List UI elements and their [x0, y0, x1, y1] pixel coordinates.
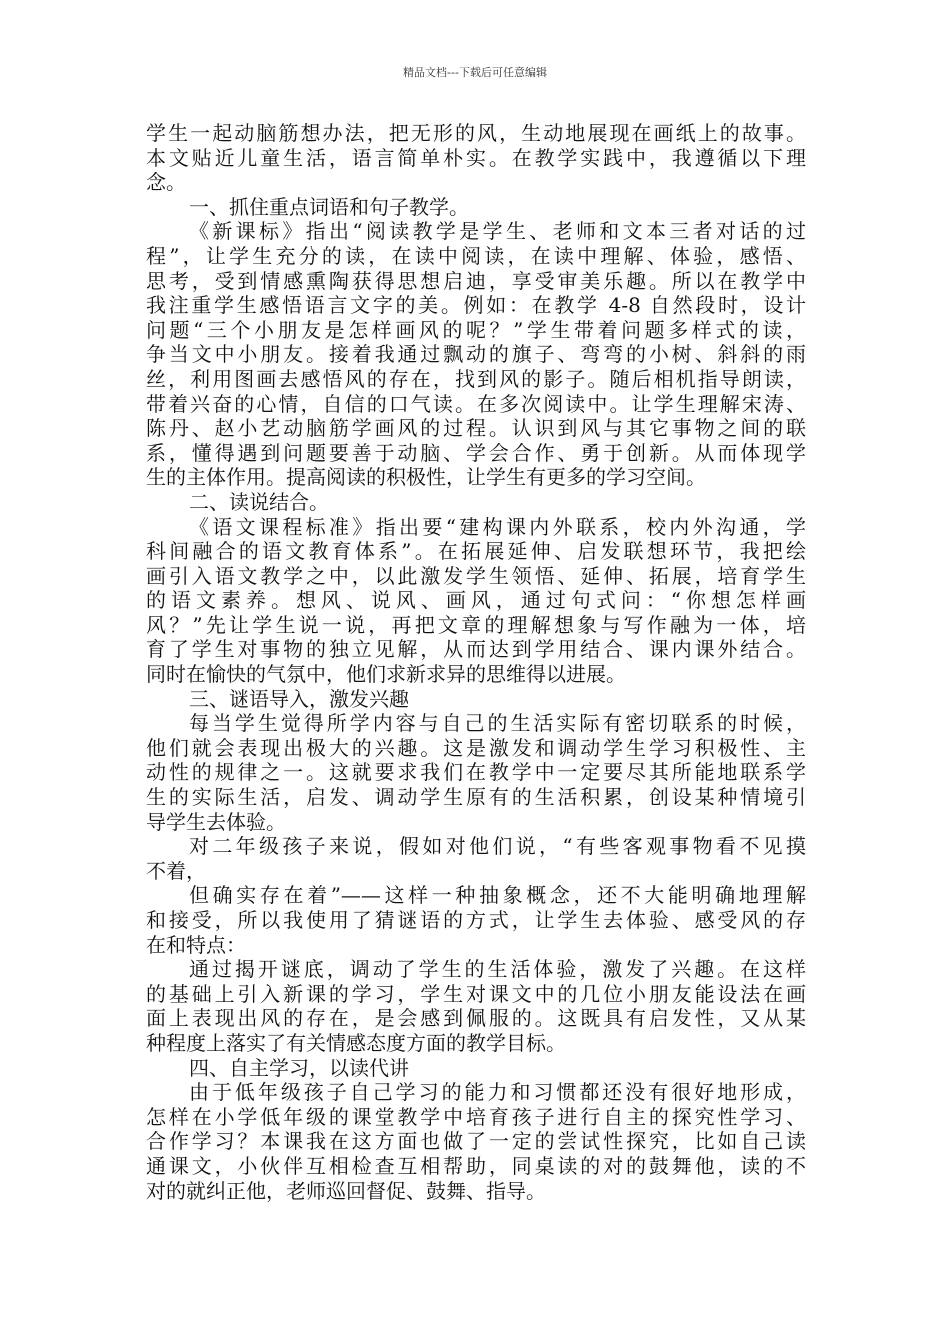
text-line: 程”，让学生充分的读，在读中阅读，在读中理解、体验，感悟、 — [146, 243, 806, 268]
text-line: 争当文中小朋友。接着我通过飘动的旗子、弯弯的小树、斜斜的雨 — [146, 342, 806, 367]
text-line: 动性的规律之一。这就要求我们在教学中一定要尽其所能地联系学 — [146, 760, 806, 785]
paragraph — [146, 121, 806, 195]
text-line: 在和特点： — [146, 932, 246, 957]
text-line: 学生一起动脑筋想办法，把无形的风，生动地展现在画纸上的故事。 — [146, 121, 806, 145]
text-line: 的基础上引入新课的学习，学生对课文中的几位小朋友能设法在画 — [146, 981, 806, 1006]
paragraph — [146, 490, 806, 515]
text-line: 合作学习？本课我在这方面也做了一定的尝试性探究，比如自己读 — [146, 1129, 806, 1154]
text-line: 通过揭开谜底，调动了学生的生活体验，激发了兴趣。在这样 — [189, 957, 806, 982]
paragraph — [146, 957, 806, 1055]
text-line: 同时在愉快的气氛中，他们求新求异的思维得以进展。 — [146, 662, 626, 687]
text-line: 怎样在小学低年级的课堂教学中培育孩子进行自主的探究性学习、 — [146, 1104, 806, 1129]
text-line: 一、抓住重点词语和句子教学。 — [189, 194, 469, 219]
text-line: 和接受，所以我使用了猜谜语的方式，让学生去体验、感受风的存 — [146, 908, 806, 932]
text-line: 生的主体作用。提高阅读的积极性，让学生有更多的学习空间。 — [146, 465, 706, 490]
text-line: 问题“三个小朋友是怎样画风的呢？”学生带着问题多样式的读， — [146, 317, 806, 342]
text-line: 对的就纠正他，老师巡回督促、鼓舞、指导。 — [146, 1178, 546, 1203]
text-line: 通课文，小伙伴互相检查互相帮助，同桌读的对的鼓舞他，读的不 — [146, 1153, 806, 1178]
paragraph — [146, 687, 806, 712]
text-line: 风？”先让学生说一说，再把文章的理解想象与写作融为一体，培 — [146, 612, 806, 637]
text-line: 但确实存在着”——这样一种抽象概念，还不大能明确地理解 — [189, 883, 806, 908]
text-line: 每当学生觉得所学内容与自己的生活实际有密切联系的时候， — [189, 711, 806, 736]
paragraph — [146, 515, 806, 687]
paragraph — [146, 1080, 806, 1203]
text-line: 三、谜语导入，激发兴趣 — [189, 686, 409, 711]
paragraph — [146, 195, 806, 220]
text-line: 《新课标》指出“阅读教学是学生、老师和文本三者对话的过 — [189, 219, 806, 244]
paragraph — [146, 219, 806, 490]
text-line: 系，懂得遇到问题要善于动脑、学会合作、勇于创新。从而体现学 — [146, 440, 806, 465]
paragraph — [146, 711, 806, 834]
text-line: 二、读说结合。 — [189, 489, 329, 514]
text-line: 种程度上落实了有关情感态度方面的教学目标。 — [146, 1030, 566, 1055]
text-line: 《语文课程标准》指出要“建构课内外联系，校内外沟通，学 — [189, 514, 806, 539]
text-line: 思考，受到情感熏陶获得思想启迪，享受审美乐趣。所以在教学中 — [146, 268, 806, 293]
text-line: 本文贴近儿童生活，语言简单朴实。在教学实践中，我遵循以下理 — [146, 145, 806, 170]
paragraph — [146, 883, 806, 957]
text-line: 导学生去体验。 — [146, 809, 286, 834]
text-line: 不着， — [146, 858, 206, 883]
text-line: 丝，利用图画去感悟风的存在，找到风的影子。随后相机指导朗读， — [146, 366, 806, 391]
text-line: 我注重学生感悟语言文字的美。例如：在教学 4-8 自然段时，设计 — [146, 293, 806, 318]
text-line: 面上表现出风的存在，是会感到佩服的。这既具有启发性，又从某 — [146, 1006, 806, 1031]
document-body — [146, 121, 806, 1203]
text-line: 生的实际生活，启发、调动学生原有的生活积累，创设某种情境引 — [146, 785, 806, 810]
text-line: 对二年级孩子来说，假如对他们说，“有些客观事物看不见摸 — [189, 834, 806, 859]
text-line: 带着兴奋的心情，自信的口气读。在多次阅读中。让学生理解宋涛、 — [146, 391, 806, 416]
text-line: 陈丹、赵小艺动脑筋学画风的过程。认识到风与其它事物之间的联 — [146, 416, 806, 441]
text-line: 育了学生对事物的独立见解，从而达到学用结合、课内课外结合。 — [146, 637, 806, 662]
text-line: 他们就会表现出极大的兴趣。这是激发和调动学生学习积极性、主 — [146, 735, 806, 760]
text-line: 四、自主学习，以读代讲 — [189, 1055, 409, 1080]
text-line: 画引入语文教学之中，以此激发学生领悟、延伸、拓展，培育学生 — [146, 563, 806, 588]
page-header: 精品文档---下载后可任意编辑 — [403, 66, 547, 79]
text-line: 的语文素养。想风、说风、画风，通过句式问：“你想怎样画 — [146, 588, 806, 613]
paragraph — [146, 834, 806, 883]
paragraph — [146, 1056, 806, 1081]
text-line: 念。 — [146, 170, 186, 195]
text-line: 科间融合的语文教育体系”。在拓展延伸、启发联想环节，我把绘 — [146, 539, 806, 564]
text-line: 由于低年级孩子自己学习的能力和习惯都还没有很好地形成， — [189, 1080, 806, 1105]
